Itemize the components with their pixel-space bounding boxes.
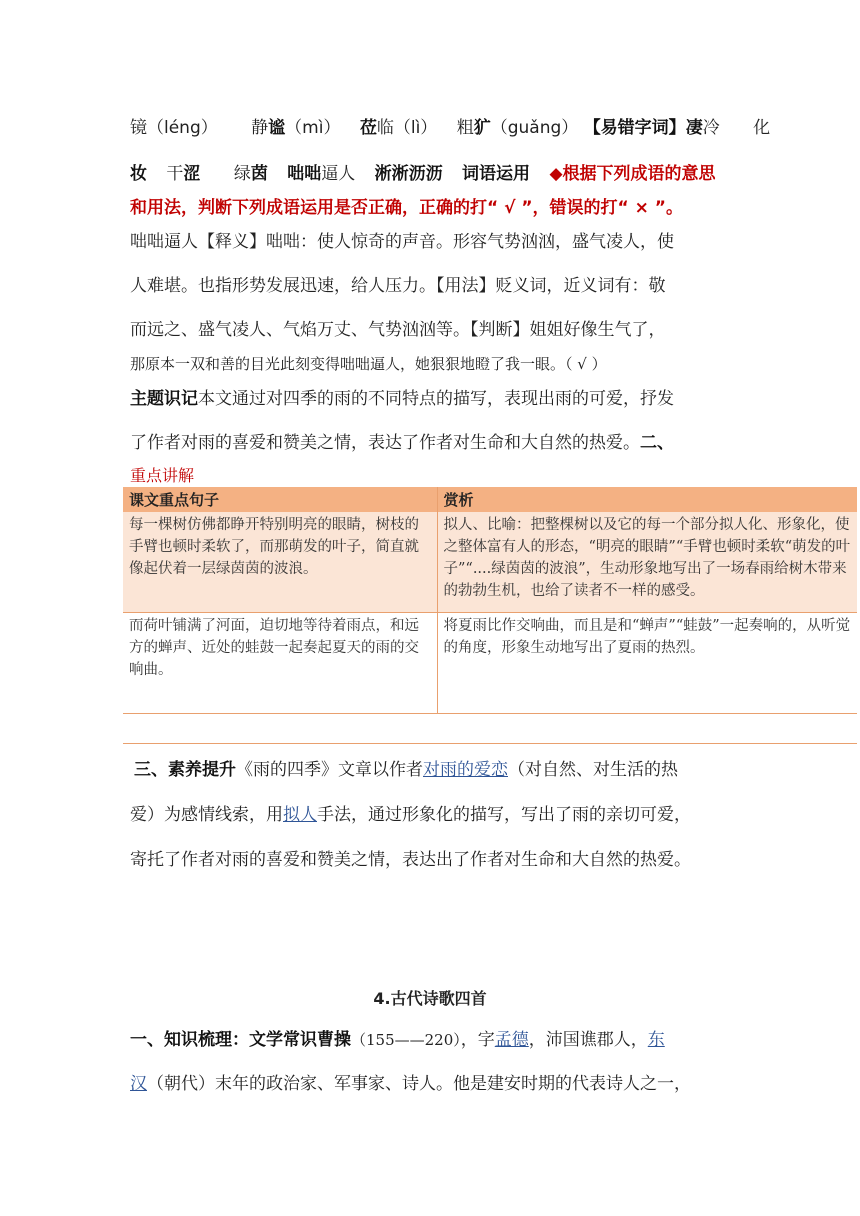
table-cell-sentence: 每一棵树仿佛都睁开特别明亮的眼睛，树枝的手臂也顿时柔软了，而那萌发的叶子，简直就像起伏着一层绿茵茵的波浪。 — [123, 512, 437, 613]
section-3-line-2 — [130, 805, 691, 825]
word-xixi: 淅淅沥沥 — [374, 164, 443, 184]
instruction-part1: ◆根据下列成语的意思 — [549, 164, 716, 184]
word-jingmi: 静谧（mì） — [251, 118, 341, 138]
table-row — [123, 613, 857, 714]
section-3-text-b: （对自然、对生活的热 — [508, 760, 678, 780]
section-3-text-d: 手法，通过形象化的描写，写出了雨的亲切可爱， — [317, 805, 691, 825]
word-cuguang: 粗犷（guǎng） — [456, 118, 579, 138]
word-jing: 镜（léng） — [130, 118, 218, 138]
idiom-line-2: 人难堪。也指形势发展迅速，给人压力。【用法】贬义词，近义词有：敬 — [130, 276, 666, 296]
word-qileng: 凄冷 — [685, 118, 720, 138]
word-lvyin: 绿茵 — [233, 164, 268, 184]
vocab-line-2 — [130, 164, 716, 184]
section-3-label: 三、素养提升 — [134, 760, 236, 780]
instruction-part2: 和用法，判断下列成语运用是否正确，正确的打“ √ ”，错误的打“ × ”。 — [130, 198, 683, 218]
poems-text-b: ，沛国谯郡人， — [528, 1030, 648, 1050]
link-donghan-part2[interactable]: 汉 — [130, 1074, 147, 1094]
key-sentences-table — [123, 487, 857, 714]
heading-error-prone-words: 【易错字词】 — [583, 118, 686, 138]
word-gânse: 干涩 — [166, 164, 201, 184]
section-3-text-a: 《雨的四季》文章以作者 — [236, 760, 423, 780]
link-mengde[interactable]: 孟德 — [494, 1030, 529, 1050]
section-3-line-1 — [134, 760, 678, 780]
poems-text-a: ，字 — [460, 1030, 495, 1050]
poems-label: 一、知识梳理：文学常识曹操 — [130, 1030, 351, 1050]
caocao-years: （155——220） — [351, 1031, 461, 1049]
word-zhuang: 妆 — [130, 164, 147, 184]
table-bottom-border — [123, 743, 857, 744]
poems-line-1 — [130, 1030, 665, 1050]
theme-text-1: 本文通过对四季的雨的不同特点的描写，表现出雨的可爱，抒发 — [198, 389, 674, 409]
table-header-row — [123, 487, 857, 512]
vocab-line-1 — [130, 118, 770, 138]
idiom-line-1: 咄咄逼人【释义】咄咄：使人惊奇的声音。形容气势汹汹，盛气凌人，使 — [130, 232, 674, 252]
theme-text-2: 了作者对雨的喜爱和赞美之情，表达了作者对生命和大自然的热爱。 — [130, 433, 640, 453]
section-3-line-3: 寄托了作者对雨的喜爱和赞美之情，表达出了作者对生命和大自然的热爱。 — [130, 850, 691, 870]
table-cell-sentence: 而荷叶铺满了河面，迫切地等待着雨点，和远方的蝉声、近处的蛙鼓一起奏起夏天的雨的交响曲。 — [123, 613, 437, 714]
idiom-line-4: 那原本一双和善的目光此刻变得咄咄逼人，她狠狠地瞪了我一眼。（ √ ） — [130, 355, 607, 373]
idiom-line-3: 而远之、盛气凌人、气焰万丈、气势汹汹等。【判断】姐姐好像生气了， — [130, 320, 666, 340]
poems-title: 4.古代诗歌四首 — [373, 989, 487, 1008]
theme-line-1 — [130, 389, 674, 409]
table-cell-analysis: 拟人、比喻：把整棵树以及它的每一个部分拟人化、形象化，使之整体富有人的形态，“明亮的眼睛”“手臂也顿时柔软“萌发的叶子”“....绿茵茵的波浪”，生动形象地写出了一场春雨给树木带来的勃勃生机，也给了读者不一样的感受。 — [437, 512, 857, 613]
table-header-analysis: 赏析 — [437, 487, 857, 512]
section-2-title: 重点讲解 — [130, 466, 195, 485]
link-personification[interactable]: 拟人 — [283, 805, 317, 825]
poems-line-2 — [130, 1074, 691, 1094]
link-donghan-part1[interactable]: 东 — [647, 1030, 665, 1050]
link-love-of-rain[interactable]: 对雨的爱恋 — [423, 760, 508, 780]
table-row — [123, 512, 857, 613]
word-hua: 化 — [753, 118, 771, 138]
table-header-sentence: 课文重点句子 — [123, 487, 437, 512]
theme-label: 主题识记 — [130, 389, 198, 409]
section-3-text-c: 爱）为感情线索，用 — [130, 805, 283, 825]
word-lilin: 莅临（lì） — [359, 118, 438, 138]
section-2-number: 二、 — [640, 433, 674, 453]
table-cell-analysis: 将夏雨比作交响曲，而且是和“蝉声”“蛙鼓”一起奏响的，从听觉的角度，形象生动地写出了夏雨的热烈。 — [437, 613, 857, 714]
word-duoduo: 咄咄逼人 — [287, 164, 356, 184]
poems-text-c: （朝代）末年的政治家、军事家、诗人。他是建安时期的代表诗人之一， — [147, 1074, 691, 1094]
heading-word-usage: 词语运用 — [462, 164, 531, 184]
theme-line-2 — [130, 433, 674, 453]
